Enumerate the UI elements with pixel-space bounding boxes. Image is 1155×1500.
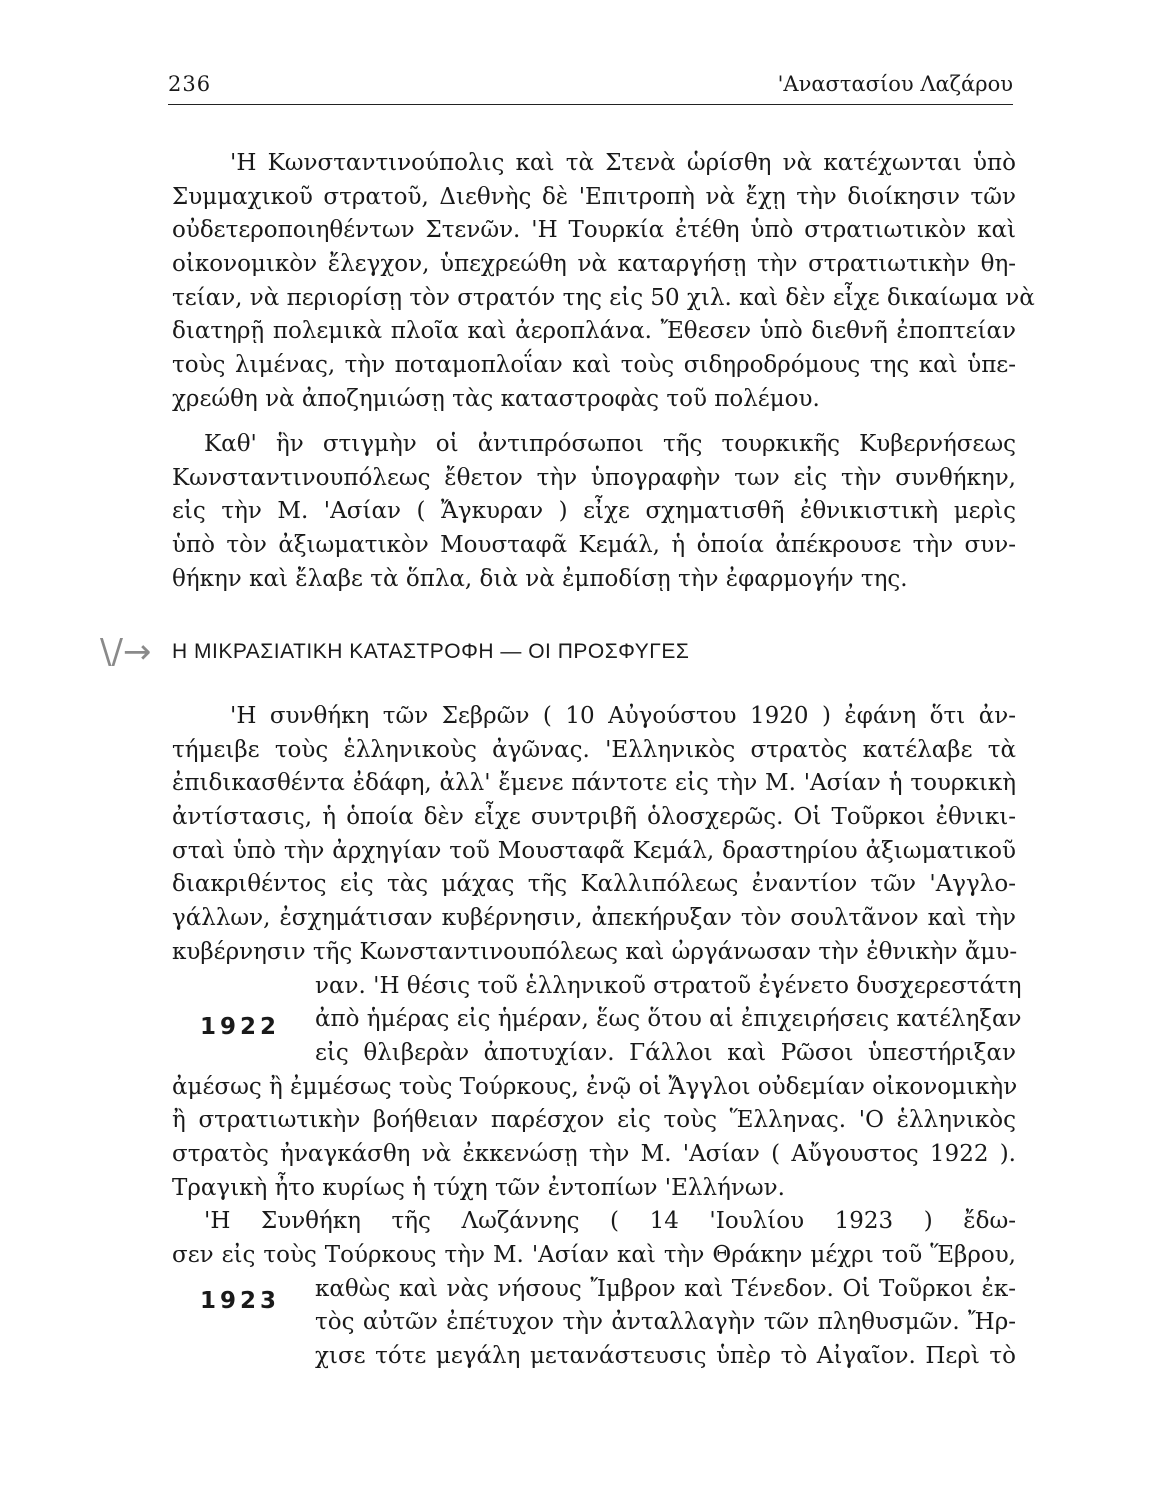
text-line: ὑπὸ τὸν ἀξιωματικὸν Μουσταφᾶ Κεμάλ, ἡ ὁποία ἀπέκρουσε τὴν συν-: [172, 532, 1016, 559]
text-line: διατηρῇ πολεμικὰ πλοῖα καὶ ἀεροπλάνα. Ἔθεσεν ὑπὸ διεθνῆ ἐποπτείαν: [172, 318, 1016, 345]
margin-year-1923: 1923: [200, 1288, 281, 1314]
text-line: ἀμέσως ἢ ἐμμέσως τοὺς Τούρκους, ἐνῷ οἱ Ἄγγλοι οὐδεμίαν οἰκονομικὴν: [172, 1073, 1018, 1100]
text-line: τοὺς λιμένας, τὴν ποταμοπλοΐαν καὶ τοὺς σιδηροδρόμους της καὶ ὑπε-: [172, 352, 1016, 379]
section-heading: Η ΜΙΚΡΑΣΙΑΤΙΚΗ ΚΑΤΑΣΤΡΟΦΗ — ΟΙ ΠΡΟΣΦΥΓΕΣ: [172, 640, 690, 663]
text-line: εἰς τὴν Μ. 'Ασίαν ( Ἄγκυραν ) εἶχε σχηματισθῆ ἐθνικιστικὴ μερὶς: [172, 498, 1016, 525]
page-number: 236: [168, 72, 212, 96]
text-line: οἰκονομικὸν ἔλεγχον, ὑπεχρεώθη νὰ καταργήσῃ τὴν στρατιωτικὴν θη-: [172, 251, 1016, 278]
text-line: ἐπιδικασθέντα ἐδάφη, ἀλλ' ἔμενε πάντοτε εἰς τὴν Μ. 'Ασίαν ἡ τουρκικὴ: [172, 770, 1016, 797]
text-line: χρεώθη νὰ ἀποζημιώσῃ τὰς καταστροφὰς τοῦ πολέμου.: [172, 385, 820, 412]
paragraph-kemal-nationalists: [172, 428, 1016, 596]
text-line: χισε τότε μεγάλη μετανάστευσις ὑπὲρ τὸ Αἰγαῖον. Περὶ τὸ: [315, 1343, 1016, 1370]
page-header: [168, 70, 1013, 105]
text-line: τείαν, νὰ περιορίσῃ τὸν στρατόν της εἰς 50 χιλ. καὶ δὲν εἶχε δικαίωμα νὰ: [172, 284, 1035, 311]
text-line: ἢ στρατιωτικὴν βοήθειαν παρέσχον εἰς τοὺς Ἕλληνας. 'Ο ἑλληνικὸς: [172, 1107, 1016, 1134]
text-line: Τραγικὴ ἦτο κυρίως ἡ τύχη τῶν ἐντοπίων 'Ελλήνων.: [172, 1174, 785, 1201]
text-line: θήκην καὶ ἔλαβε τὰ ὅπλα, διὰ νὰ ἐμποδίσῃ τὴν ἐφαρμογήν της.: [172, 565, 908, 592]
text-line: Καθ' ἣν στιγμὴν οἱ ἀντιπρόσωποι τῆς τουρκικῆς Κυβερνήσεως: [204, 431, 1016, 457]
text-line: Συμμαχικοῦ στρατοῦ, Διεθνὴς δὲ 'Επιτροπὴ νὰ ἔχῃ τὴν διοίκησιν τῶν: [172, 183, 1016, 210]
text-line: οὐδετεροποιηθέντων Στενῶν. 'Η Τουρκία ἐτέθη ὑπὸ στρατιωτικὸν καὶ: [172, 217, 1016, 244]
text-line: 'Η Συνθήκη τῆς Λωζάννης ( 14 'Ιουλίου 1923 ) ἔδω-: [204, 1208, 1016, 1235]
text-line: γάλλων, ἐσχημάτισαν κυβέρνησιν, ἀπεκήρυξαν τὸν σουλτᾶνον καὶ τὴν: [172, 905, 1016, 932]
text-line: καθὼς καὶ νὰς νήσους Ἴμβρον καὶ Τένεδον. Οἱ Τοῦρκοι ἐκ-: [315, 1275, 1016, 1302]
text-line: σταὶ ὑπὸ τὴν ἀρχηγίαν τοῦ Μουσταφᾶ Κεμάλ, δραστηρίου ἀξιωματικοῦ: [172, 837, 1016, 864]
text-line: εἰς θλιβερὰν ἀποτυχίαν. Γάλλοι καὶ Ρῶσοι ὑπεστήριξαν: [315, 1039, 1016, 1066]
text-line: σεν εἰς τοὺς Τούρκους τὴν Μ. 'Ασίαν καὶ τὴν Θράκην μέχρι τοῦ Ἕβρου,: [172, 1242, 1016, 1268]
text-line: 'Η Κωνσταντινούπολις καὶ τὰ Στενὰ ὡρίσθη νὰ κατέχωνται ὑπὸ: [230, 150, 1016, 176]
text-line: τήμειβε τοὺς ἑλληνικοὺς ἀγῶνας. 'Ελληνικὸς στρατὸς κατέλαβε τὰ: [172, 736, 1016, 763]
text-line: ἀντίστασις, ἡ ὁποία δὲν εἶχε συντριβῆ ὁλοσχερῶς. Οἱ Τοῦρκοι ἐθνικι-: [172, 804, 1016, 831]
text-line: 'Η συνθήκη τῶν Σεβρῶν ( 10 Αὐγούστου 1920 ) ἐφάνη ὅτι ἀν-: [230, 703, 1016, 729]
handwritten-margin-mark: \/→: [100, 632, 152, 672]
text-line: τὸς αὐτῶν ἐπέτυχον τὴν ἀνταλλαγὴν τῶν πληθυσμῶν. Ἤρ-: [315, 1309, 1016, 1336]
text-line: στρατὸς ἠναγκάσθη νὰ ἐκκενώσῃ τὴν Μ. 'Ασίαν ( Αὔγουστος 1922 ).: [172, 1140, 1016, 1167]
text-line: ἀπὸ ἡμέρας εἰς ἡμέραν, ἕως ὅτου αἱ ἐπιχειρήσεις κατέληξαν: [315, 1006, 1022, 1033]
margin-year-1922: 1922: [200, 1014, 281, 1040]
text-line: κυβέρνησιν τῆς Κωνσταντινουπόλεως καὶ ὠργάνωσαν τὴν ἐθνικὴν ἄμυ-: [172, 938, 1018, 965]
running-head-author: 'Αναστασίου Λαζάρου: [777, 72, 1013, 96]
paragraph-constantinople-treaty: [172, 147, 1035, 417]
paragraph-asia-minor-catastrophe: [172, 700, 1022, 1374]
text-line: ναν. 'Η θέσις τοῦ ἑλληνικοῦ στρατοῦ ἐγένετο δυσχερεστάτη: [315, 972, 1022, 999]
text-line: διακριθέντος εἰς τὰς μάχας τῆς Καλλιπόλεως ἐναντίον τῶν 'Αγγλο-: [172, 871, 1016, 898]
text-line: Κωνσταντινουπόλεως ἔθετον τὴν ὑπογραφὴν των εἰς τὴν συνθήκην,: [172, 464, 1016, 491]
